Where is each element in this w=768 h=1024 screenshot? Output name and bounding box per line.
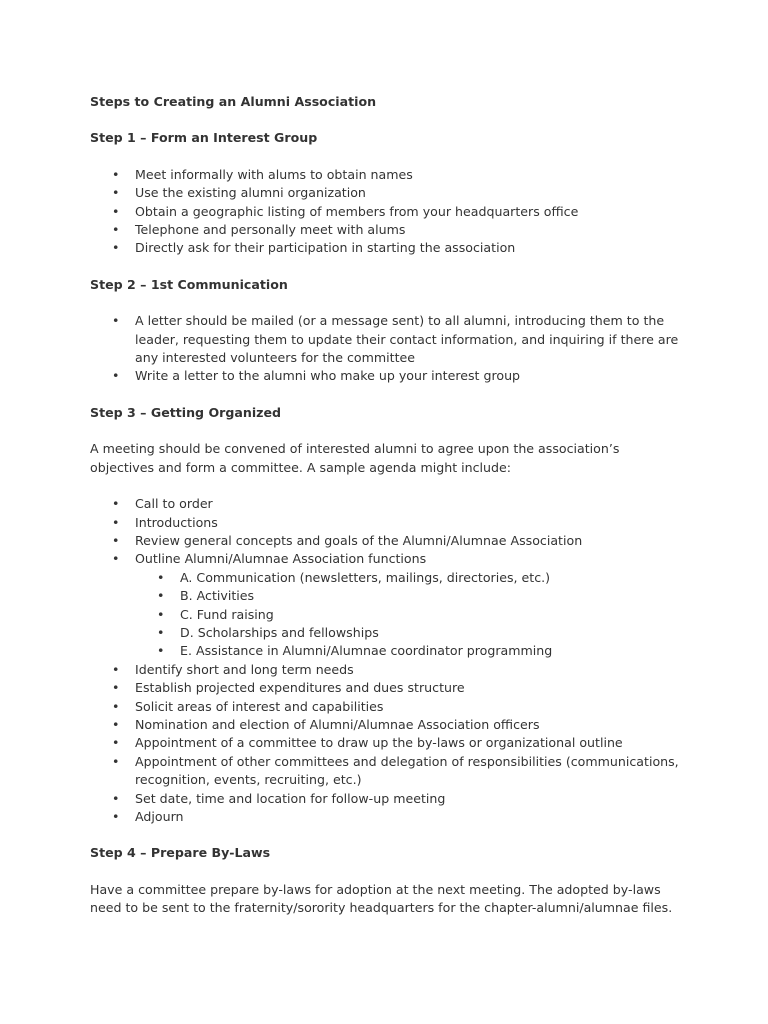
list-item: • Call to order: [90, 495, 680, 513]
list-item: • Outline Alumni/Alumnae Association functions: [90, 550, 680, 568]
step3-agenda-list: [90, 495, 680, 826]
list-item: • A letter should be mailed (or a message sent) to all alumni, introducing them to the leader, requesting them to update their contact information, and inquiring if there are any interested volunteers for the committee: [90, 312, 680, 367]
functions-sublist: [90, 569, 680, 661]
document-title: Steps to Creating an Alumni Association: [90, 94, 377, 109]
sublist-item: • D. Scholarships and fellowships: [90, 624, 680, 642]
step4-paragraph: Have a committee prepare by-laws for adoption at the next meeting. The adopted by-laws need to be sent to the fraternity/sorority headquarters for the chapter-alumni/alumnae files.: [90, 881, 673, 916]
document-page: [90, 93, 680, 936]
step3-heading: Step 3 – Getting Organized: [90, 404, 282, 420]
list-item: • Use the existing alumni organization: [90, 184, 680, 202]
list-item: • Adjourn: [90, 808, 680, 826]
list-item: • Telephone and personally meet with alums: [90, 221, 680, 239]
sublist-item: • B. Activities: [90, 587, 680, 605]
list-item: • Nomination and election of Alumni/Alumnae Association officers: [90, 716, 680, 734]
list-item: • Write a letter to the alumni who make up your interest group: [90, 367, 680, 385]
list-item: • Identify short and long term needs: [90, 661, 680, 679]
list-item: • Directly ask for their participation in starting the association: [90, 239, 680, 257]
list-item: • Review general concepts and goals of the Alumni/Alumnae Association: [90, 532, 680, 550]
nested-list-container: [90, 569, 680, 661]
sublist-item: • E. Assistance in Alumni/Alumnae coordinator programming: [90, 642, 680, 660]
step3-paragraph: A meeting should be convened of interested alumni to agree upon the association’s objectives and form a committee. A sample agenda might include:: [90, 441, 620, 475]
step4-heading: Step 4 – Prepare By-Laws: [90, 845, 271, 861]
sublist-item: • C. Fund raising: [90, 606, 680, 624]
list-item: • Meet informally with alums to obtain names: [90, 166, 680, 184]
list-item: • Appointment of other committees and delegation of responsibilities (communications, recognition, events, recruiting, etc.): [90, 753, 680, 790]
sublist-item: • A. Communication (newsletters, mailings, directories, etc.): [90, 569, 680, 587]
list-item: • Set date, time and location for follow-up meeting: [90, 790, 680, 808]
step2-list: [90, 312, 680, 386]
list-item: • Establish projected expenditures and dues structure: [90, 679, 680, 697]
list-item: • Introductions: [90, 514, 680, 532]
step1-list: [90, 166, 680, 258]
list-item: • Appointment of a committee to draw up the by-laws or organizational outline: [90, 734, 680, 752]
step2-heading: Step 2 – 1st Communication: [90, 276, 288, 292]
list-item: • Solicit areas of interest and capabilities: [90, 698, 680, 716]
list-item: • Obtain a geographic listing of members from your headquarters office: [90, 203, 680, 221]
step1-heading: Step 1 – Form an Interest Group: [90, 130, 318, 146]
